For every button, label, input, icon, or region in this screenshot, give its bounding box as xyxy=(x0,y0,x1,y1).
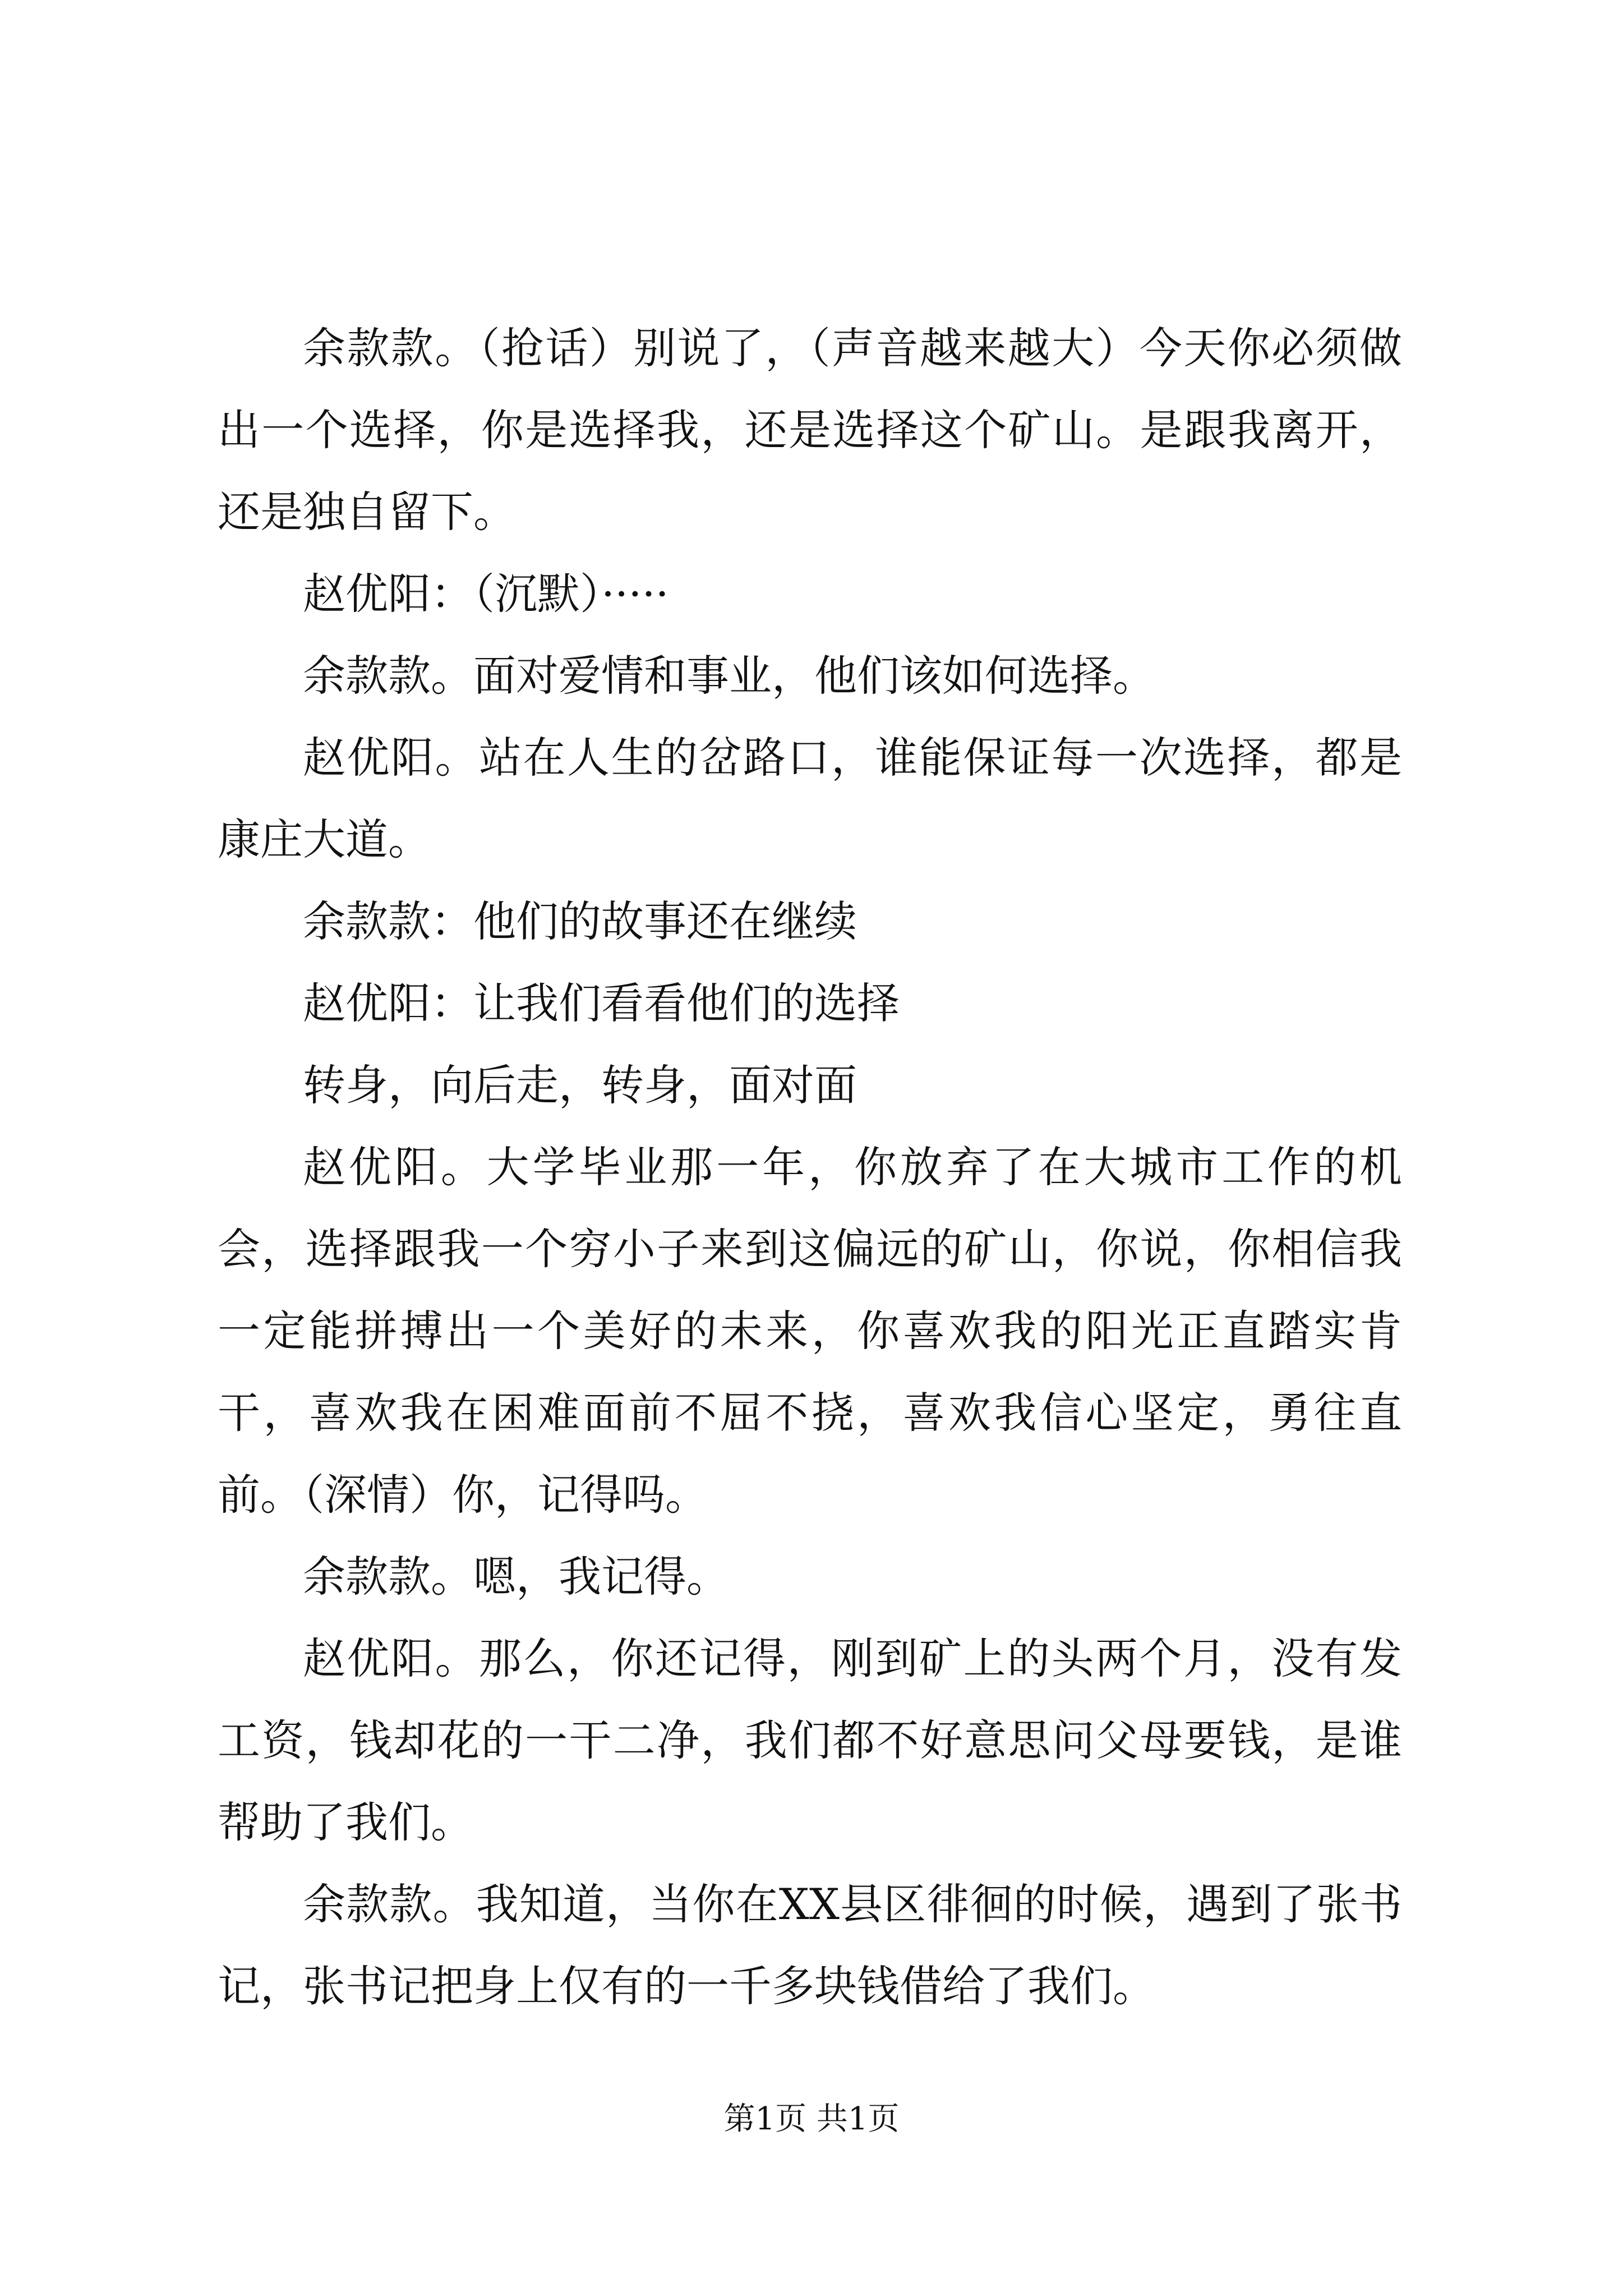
page-footer: 第1页 共1页 xyxy=(723,2101,900,2137)
paragraph: 余款款。（抢话）别说了，（声音越来越大）今天你必须做出一个选择，你是选择我，还是选择这个矿山。是跟我离开，还是独自留下。 xyxy=(218,323,1402,537)
paragraph: 余款款。嗯，我记得。 xyxy=(303,1552,729,1602)
paragraph: 赵优阳：让我们看看他们的选择 xyxy=(303,978,900,1028)
document-body xyxy=(218,307,1402,2027)
paragraph: 余款款。我知道，当你在XX县区徘徊的时候，遇到了张书记，张书记把身上仅有的一千多块钱借给了我们。 xyxy=(218,1879,1402,2011)
paragraph: 转身，向后走，转身，面对面 xyxy=(303,1060,857,1110)
paragraph: 余款款。面对爱情和事业，他们该如何选择。 xyxy=(303,651,1155,701)
paragraph: 赵优阳：（沉默）····· xyxy=(303,569,669,619)
paragraph: 赵优阳。那么，你还记得，刚到矿上的头两个月，没有发工资，钱却花的一干二净，我们都不好意思问父母要钱，是谁帮助了我们。 xyxy=(218,1634,1402,1847)
paragraph: 余款款：他们的故事还在继续 xyxy=(303,896,857,946)
paragraph: 赵优阳。大学毕业那一年，你放弃了在大城市工作的机会，选择跟我一个穷小子来到这偏远的矿山，你说，你相信我一定能拼搏出一个美好的未来，你喜欢我的阳光正直踏实肯干，喜欢我在困难面前不屈不挠，喜欢我信心坚定，勇往直前。（深情）你，记得吗。 xyxy=(218,1142,1402,1520)
paragraph: 赵优阳。站在人生的岔路口，谁能保证每一次选择，都是康庄大道。 xyxy=(218,733,1402,864)
